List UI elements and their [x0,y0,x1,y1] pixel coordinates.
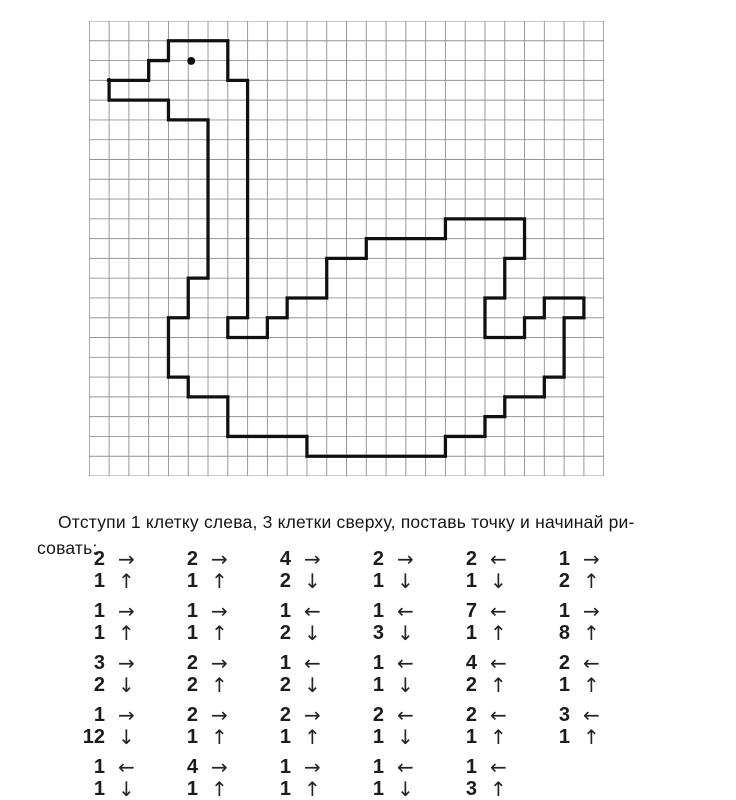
move-count: 3 [465,777,477,800]
move-count: 4 [186,755,198,778]
instruction-line-1: Отступи 1 клетку слева, 3 клетки сверху, поставь точку и начинай ри- [58,511,635,532]
move-count: 1 [186,621,198,644]
move-count: 2 [186,673,198,696]
move-row [352,622,424,644]
move-count: 1 [186,599,198,622]
move-row [259,570,331,592]
arrow-up-icon: ↑ [304,777,321,800]
arrow-down-icon: ↓ [397,777,414,800]
move-count: 1 [279,599,291,622]
move-row [445,756,517,778]
arrow-left-icon: ← [490,547,507,571]
move-count: 2 [186,651,198,674]
move-count: 1 [93,569,105,592]
instruction-line-2: совать: [37,537,98,558]
move-row [259,600,331,622]
arrow-up-icon: ↑ [490,673,507,697]
move-row [538,652,610,674]
move-count: 1 [186,569,198,592]
move-count: 2 [372,547,384,570]
arrow-right-icon: → [118,703,135,727]
move-row [166,778,238,800]
move-count: 1 [372,673,384,696]
arrow-right-icon: → [304,755,321,779]
arrow-right-icon: → [211,599,228,623]
move-count: 1 [279,651,291,674]
arrow-down-icon: ↓ [118,777,135,800]
move-count: 1 [279,777,291,800]
arrow-right-icon: → [583,599,600,623]
move-count: 2 [279,621,291,644]
move-row [352,778,424,800]
arrow-right-icon: → [304,703,321,727]
move-row [445,674,517,696]
move-count: 1 [372,599,384,622]
move-row [73,570,145,592]
move-row [352,756,424,778]
grid-lines [89,21,603,476]
move-count: 2 [465,673,477,696]
move-count: 4 [465,651,477,674]
move-count: 12 [82,725,105,748]
arrow-left-icon: ← [583,651,600,675]
move-row [445,570,517,592]
arrow-down-icon: ↓ [304,621,321,645]
arrow-down-icon: ↓ [397,569,414,593]
arrow-up-icon: ↑ [490,621,507,645]
move-count: 2 [93,547,105,570]
move-row [352,548,424,570]
move-count: 1 [558,547,570,570]
arrow-right-icon: → [397,547,414,571]
move-row [352,570,424,592]
arrow-right-icon: → [118,651,135,675]
arrow-down-icon: ↓ [397,621,414,645]
arrow-left-icon: ← [118,755,135,779]
arrow-left-icon: ← [490,703,507,727]
arrow-left-icon: ← [490,599,507,623]
move-row [352,600,424,622]
arrow-right-icon: → [583,547,600,571]
move-count: 2 [558,569,570,592]
move-row [259,652,331,674]
move-count: 4 [279,547,291,570]
arrow-left-icon: ← [490,755,507,779]
move-row [259,778,331,800]
move-row [538,600,610,622]
arrow-left-icon: ← [397,755,414,779]
move-row [73,704,145,726]
move-row [166,570,238,592]
arrow-right-icon: → [211,755,228,779]
move-row [73,778,145,800]
move-count: 1 [93,755,105,778]
move-row [538,704,610,726]
move-row [73,652,145,674]
move-row [73,726,145,748]
arrow-down-icon: ↓ [490,569,507,593]
move-row [73,548,145,570]
move-row [445,622,517,644]
move-row [259,704,331,726]
move-count: 2 [279,569,291,592]
move-row [166,704,238,726]
move-count: 1 [465,725,477,748]
arrow-left-icon: ← [583,703,600,727]
move-column-5 [445,548,517,800]
arrow-up-icon: ↑ [304,725,321,749]
grid-paper [89,21,604,476]
move-column-2 [166,548,238,800]
move-row [73,756,145,778]
move-row [166,622,238,644]
move-row [259,548,331,570]
move-count: 1 [372,777,384,800]
move-count: 1 [372,569,384,592]
arrow-up-icon: ↑ [118,569,135,593]
move-count: 1 [465,621,477,644]
arrow-up-icon: ↑ [211,569,228,593]
move-row [538,726,610,748]
arrow-right-icon: → [211,651,228,675]
move-count: 1 [558,673,570,696]
arrow-up-icon: ↑ [583,569,600,593]
move-column-3 [259,548,331,800]
arrow-up-icon: ↑ [583,621,600,645]
move-row [445,652,517,674]
move-count: 1 [186,725,198,748]
arrow-down-icon: ↓ [118,725,135,749]
arrow-right-icon: → [211,547,228,571]
move-count: 1 [372,651,384,674]
arrow-right-icon: → [304,547,321,571]
move-count: 2 [279,673,291,696]
move-row [538,548,610,570]
move-count: 7 [465,599,477,622]
arrow-left-icon: ← [397,651,414,675]
arrow-down-icon: ↓ [304,569,321,593]
move-row [166,600,238,622]
move-count: 1 [93,777,105,800]
move-count: 3 [372,621,384,644]
arrow-right-icon: → [118,599,135,623]
arrow-up-icon: ↑ [490,777,507,800]
arrow-right-icon: → [118,547,135,571]
move-column-1 [73,548,145,800]
move-row [166,726,238,748]
start-point-dot [107,78,112,83]
move-row [352,704,424,726]
arrow-up-icon: ↑ [583,725,600,749]
eye-dot [187,57,195,65]
move-row [538,622,610,644]
arrow-right-icon: → [211,703,228,727]
move-row [73,622,145,644]
move-row [538,674,610,696]
move-row [166,674,238,696]
move-row [445,704,517,726]
move-column-6 [538,548,610,800]
move-row [445,778,517,800]
arrow-left-icon: ← [397,703,414,727]
move-row [538,570,610,592]
move-row [259,622,331,644]
arrow-up-icon: ↑ [211,725,228,749]
move-count: 3 [93,651,105,674]
move-count: 1 [93,621,105,644]
move-count: 8 [558,621,570,644]
move-count: 1 [186,777,198,800]
move-count: 1 [93,703,105,726]
move-row [259,726,331,748]
move-count: 3 [558,703,570,726]
move-count: 2 [93,673,105,696]
move-row [352,652,424,674]
arrow-down-icon: ↓ [118,673,135,697]
move-row [166,548,238,570]
arrow-up-icon: ↑ [490,725,507,749]
move-row [352,726,424,748]
move-column-4 [352,548,424,800]
move-count: 2 [465,547,477,570]
arrow-left-icon: ← [304,599,321,623]
arrow-up-icon: ↑ [583,673,600,697]
move-count: 1 [558,599,570,622]
move-count: 1 [465,569,477,592]
arrow-down-icon: ↓ [397,725,414,749]
move-count: 1 [558,725,570,748]
move-row [166,652,238,674]
move-row [73,674,145,696]
move-columns [73,548,631,800]
move-count: 2 [186,703,198,726]
move-count: 1 [465,755,477,778]
move-row [259,674,331,696]
move-count: 2 [558,651,570,674]
arrow-left-icon: ← [490,651,507,675]
arrow-up-icon: ↑ [211,673,228,697]
move-row [445,548,517,570]
move-row [259,756,331,778]
move-count: 2 [465,703,477,726]
move-row [445,600,517,622]
arrow-down-icon: ↓ [397,673,414,697]
move-count: 1 [279,725,291,748]
move-count: 2 [372,703,384,726]
arrow-up-icon: ↑ [211,777,228,800]
move-row [445,726,517,748]
arrow-left-icon: ← [397,599,414,623]
move-count: 1 [93,599,105,622]
arrow-up-icon: ↑ [118,621,135,645]
move-row [166,756,238,778]
move-count: 1 [279,755,291,778]
move-row [352,674,424,696]
arrow-up-icon: ↑ [211,621,228,645]
arrow-left-icon: ← [304,651,321,675]
arrow-down-icon: ↓ [304,673,321,697]
move-count: 1 [372,725,384,748]
move-row [73,600,145,622]
move-count: 2 [279,703,291,726]
move-count: 2 [186,547,198,570]
move-count: 1 [372,755,384,778]
